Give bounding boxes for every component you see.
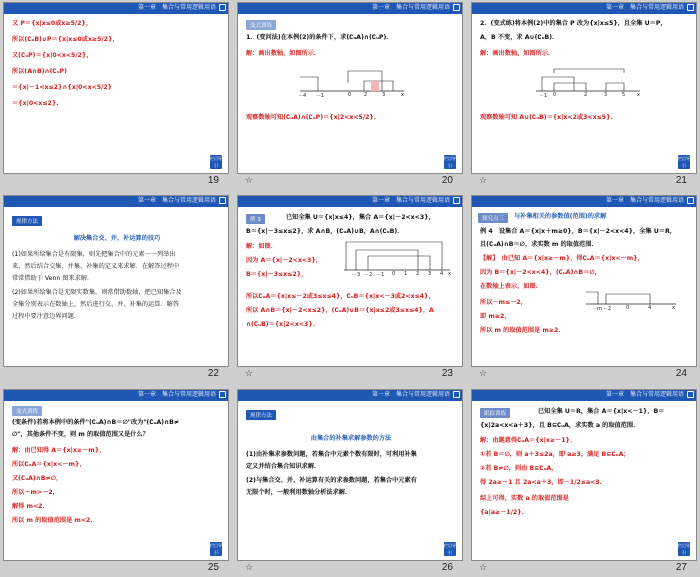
back-button[interactable]: 栏目导引 xyxy=(678,156,690,168)
slide-number: 22 xyxy=(207,368,219,379)
slide-header xyxy=(238,196,463,210)
text-line: 在数轴上表示，如图． xyxy=(480,283,542,290)
text-line: 全集分别表示在数轴上，然后进行交、并、补集的运算．解答 xyxy=(12,301,180,308)
slide-canvas xyxy=(3,195,229,367)
home-icon[interactable] xyxy=(687,4,694,11)
slide-caption xyxy=(471,561,697,576)
text-line: (变条件)若将本例中的条件"(∁ᵤA)∩B＝∅"改为"(∁ᵤA)∩B≠ xyxy=(12,419,180,426)
tick-label: －2 xyxy=(603,306,612,312)
slide-caption xyxy=(3,367,229,382)
header-title: 第一章 集合与常用逻辑用语 xyxy=(371,4,450,11)
text-line: 无限个时，一般利用数轴分析法求解． xyxy=(246,489,352,496)
text-line: 综上可得，实数 a 的取值范围是 xyxy=(480,495,569,502)
header-title: 第一章 集合与常用逻辑用语 xyxy=(371,197,450,204)
tick-label: x xyxy=(401,92,404,98)
text-line: 观察数轴可知(∁ᵤA)∩(∁ᵤP)＝{x|2<x<5/2}． xyxy=(246,114,381,121)
question-line: {x|2a<x<a＋3}，且 B⊆∁ᵤA，求实数 a 的取值范围． xyxy=(480,422,640,429)
slide-header xyxy=(4,390,229,404)
text-line: ∩(∁ᵤB)＝{x|2<x<3}． xyxy=(246,321,319,328)
back-button[interactable]: 栏目导引 xyxy=(444,156,456,168)
slide-25[interactable] xyxy=(3,389,229,576)
back-button[interactable]: 栏目导引 xyxy=(444,543,456,555)
slide-header xyxy=(472,196,697,210)
text-line: 又 P＝{x|x≤0或x≥5/2}， xyxy=(12,20,93,27)
slide-canvas xyxy=(237,195,463,367)
home-icon[interactable] xyxy=(687,391,694,398)
question-line: 例 4 设集合 A＝{x|x＋m≥0}，B＝{x|－2<x<4}，全集 U＝R， xyxy=(480,228,676,235)
slide-canvas xyxy=(237,389,463,561)
home-icon[interactable] xyxy=(453,391,460,398)
header-title: 第一章 集合与常用逻辑用语 xyxy=(137,391,216,398)
tick-label: －1 xyxy=(316,93,325,99)
star-icon[interactable]: ☆ xyxy=(479,563,488,573)
slide-number: 19 xyxy=(207,175,219,186)
tick-label: 0 xyxy=(626,305,630,311)
question-line: B＝{x|－3≤x≤2}，求 A∩B，(∁ᵤA)∪B，A∩(∁ᵤB)． xyxy=(246,228,404,235)
slide-caption xyxy=(471,367,697,382)
slide-24[interactable] xyxy=(471,195,697,382)
header-title: 第一章 集合与常用逻辑用语 xyxy=(137,197,216,204)
text-line: ∅"，其他条件不变，则 m 的取值范围又是什么？ xyxy=(12,431,149,438)
text-line: 所以∁ᵤA＝{x|x≤－2或3≤x≤4}，∁ᵤB＝{x|x<－3或2<x≤4}， xyxy=(246,293,435,300)
text-line: 又(∁ᵤA)∩B≠∅， xyxy=(12,475,63,482)
section-badge: 跟踪训练 xyxy=(480,408,510,418)
slide-number: 24 xyxy=(675,368,687,379)
header-title: 第一章 集合与常用逻辑用语 xyxy=(605,4,684,11)
tick-label: 5 xyxy=(622,92,626,98)
section-badge: 规律方法 xyxy=(12,216,42,226)
number-line xyxy=(584,286,680,314)
slide-19[interactable] xyxy=(3,2,229,189)
tick-label: －4 xyxy=(298,93,307,99)
star-icon[interactable]: ☆ xyxy=(245,369,254,379)
tick-label: 1 xyxy=(404,271,408,277)
back-button[interactable]: 栏目导引 xyxy=(678,543,690,555)
tick-label: 2 xyxy=(584,92,588,98)
section-title: 与补集相关的参数值(范围)的求解 xyxy=(514,213,607,220)
back-button[interactable]: 栏目导引 xyxy=(210,543,222,555)
tick-label: 3 xyxy=(382,92,386,98)
tick-label: 0 xyxy=(392,271,396,277)
star-icon[interactable]: ☆ xyxy=(245,563,254,573)
star-icon[interactable]: ☆ xyxy=(479,369,488,379)
text-line: 解：画出数轴，如图所示． xyxy=(480,50,555,57)
text-line: 因为 A＝{x|－2<x<3}， xyxy=(246,257,322,264)
slide-21[interactable] xyxy=(471,2,697,189)
tick-label: 2 xyxy=(416,271,420,277)
question-line: 已知全集 U＝{x|x≤4}，集合 A＝{x|－2<x<3}， xyxy=(286,214,435,221)
tick-label: －1 xyxy=(539,93,548,99)
home-icon[interactable] xyxy=(219,197,226,204)
slide-number: 26 xyxy=(441,562,453,573)
text-line: ＝{x|0<x≤2}. xyxy=(12,100,59,107)
slide-caption xyxy=(237,367,463,382)
home-icon[interactable] xyxy=(453,4,460,11)
slide-canvas xyxy=(3,389,229,561)
slide-caption xyxy=(3,174,229,189)
text-line: 所以∁ᵤA＝{x|x<－m}， xyxy=(12,461,86,468)
slide-header xyxy=(238,3,463,17)
slide-caption xyxy=(237,561,463,576)
section-badge: 变式训练 xyxy=(12,406,42,416)
back-button[interactable]: 栏目导引 xyxy=(210,156,222,168)
tick-label: 4 xyxy=(440,271,444,277)
text-line: 得 2a≥－1 且 2a<a＋3，即－1/2≤a<3． xyxy=(480,479,606,486)
section-title: 由集合的补集求解参数的方法 xyxy=(310,435,392,442)
tick-label: 2 xyxy=(364,92,368,98)
header-title: 第一章 集合与常用逻辑用语 xyxy=(371,391,450,398)
tick-label: －3 xyxy=(352,272,361,278)
text-line: A，B 不变，求 A∪(∁ᵤB)． xyxy=(480,34,559,41)
section-badge: 探究点三 xyxy=(478,213,508,223)
tick-label: 3 xyxy=(604,92,608,98)
section-badge: 变式训练 xyxy=(246,20,276,30)
slide-caption xyxy=(3,561,229,576)
tick-label: x xyxy=(448,271,451,277)
star-icon[interactable]: ☆ xyxy=(479,176,488,186)
text-line: 来，然后结合交集、并集、补集的定义来求解．在解答过程中 xyxy=(12,263,180,270)
home-icon[interactable] xyxy=(453,197,460,204)
section-badge: 规律方法 xyxy=(246,410,276,420)
slide-header xyxy=(4,196,229,210)
text-line: ②若 B≠∅，则由 B⊆∁ᵤA， xyxy=(480,465,558,472)
star-icon[interactable]: ☆ xyxy=(245,176,254,186)
slide-27[interactable] xyxy=(471,389,697,576)
text-line: 解得 m<2． xyxy=(12,503,49,510)
slide-header xyxy=(472,3,697,17)
header-title: 第一章 集合与常用逻辑用语 xyxy=(605,391,684,398)
text-line: 过程中要注意边界问题． xyxy=(12,313,81,320)
text-line: 所以－m>－2， xyxy=(12,489,59,496)
slide-header xyxy=(4,3,229,17)
slide-caption xyxy=(471,174,697,189)
text-line: 解：由题意得∁ᵤA＝{x|x≥－1}． xyxy=(480,437,577,444)
slide-caption xyxy=(237,174,463,189)
text-line: 所以 m 的取值范围是 m≥2． xyxy=(480,327,565,334)
text-line: 观察数轴可知 A∪(∁ᵤB)＝{x|x<2或3<x≤5}． xyxy=(480,114,617,121)
number-line xyxy=(534,63,644,101)
slide-canvas xyxy=(237,2,463,174)
slide-number: 21 xyxy=(675,175,687,186)
slide-number: 27 xyxy=(675,562,687,573)
tick-label: 3 xyxy=(428,271,432,277)
text-line: 解：如图． xyxy=(246,243,277,250)
slide-23[interactable] xyxy=(237,195,463,382)
number-line xyxy=(298,63,408,101)
text-line: 1．(变问法)在本例(2)的条件下，求(∁ᵤA)∩(∁ᵤP)． xyxy=(246,34,393,41)
text-line: (1)由补集求参数问题，若集合中元素个数有限时，可利用补集 xyxy=(246,451,417,458)
text-line: 所以 A∩B＝{x|－2<x≤2}，(∁ᵤA)∪B＝{x|x≤2或3≤x≤4}，A xyxy=(246,307,434,314)
slide-header xyxy=(238,390,463,404)
text-line: {a|a≥－1/2}． xyxy=(480,509,528,516)
tick-label: －m xyxy=(592,306,602,312)
home-icon[interactable] xyxy=(219,4,226,11)
slide-header xyxy=(472,390,697,404)
header-title: 第一章 集合与常用逻辑用语 xyxy=(605,197,684,204)
slide-number: 20 xyxy=(441,175,453,186)
tick-label: 4 xyxy=(648,305,652,311)
text-line: ＝{x|－1<x≤2}∩{x|0<x<5/2} xyxy=(12,84,113,91)
slide-canvas xyxy=(471,389,697,561)
slide-number: 23 xyxy=(441,368,453,379)
slide-26[interactable] xyxy=(237,389,463,576)
text-line: 又(∁ᵤP)＝{x|0<x<5/2}， xyxy=(12,52,93,59)
number-line xyxy=(342,236,454,280)
tick-label: x xyxy=(637,92,640,98)
slide-22[interactable] xyxy=(3,195,229,382)
home-icon[interactable] xyxy=(219,391,226,398)
question-line: 且(∁ᵤA)∩B＝∅，求实数 m 的取值范围． xyxy=(480,241,598,248)
text-line: 2．(变式练)将本例(2)中的集合 P 改为{x|x≤5}，且全集 U＝P， xyxy=(480,20,667,27)
tick-label: －2 xyxy=(364,272,373,278)
header-title: 第一章 集合与常用逻辑用语 xyxy=(137,4,216,11)
text-line: 即 m≥2， xyxy=(480,313,511,320)
text-line: 所以－m≤－2， xyxy=(480,299,527,306)
text-line: B＝{x|－3≤x≤2}， xyxy=(246,271,308,278)
slide-number: 25 xyxy=(207,562,219,573)
text-line: (1)如果所给集合是有限集，则先把集合中的元素一一列举出 xyxy=(12,251,176,258)
text-line: 解：由已知得 A＝{x|x≥－m}， xyxy=(12,447,106,454)
slide-20[interactable] xyxy=(237,2,463,189)
text-line: 所以(∁ᵤB)∪P＝{x|x≤0或x≥5/2}， xyxy=(12,36,119,43)
text-line: 定义并结合集合知识求解． xyxy=(246,463,321,470)
text-line: 常常借助于 Venn 图来求解． xyxy=(12,275,94,282)
slide-canvas xyxy=(471,195,697,367)
text-line: 解：画出数轴，如图所示． xyxy=(246,50,321,57)
tick-label: 0 xyxy=(553,92,557,98)
question-line: 已知全集 U＝R，集合 A＝{x|x<－1}，B＝ xyxy=(538,408,665,415)
tick-label: －1 xyxy=(376,272,385,278)
example-badge: 例 3 xyxy=(246,214,265,224)
text-line: (2)与集合交、并、补运算有关的求参数问题，若集合中元素有 xyxy=(246,477,417,484)
slide-canvas xyxy=(3,2,229,174)
tick-label: 0 xyxy=(348,92,352,98)
text-line: 因为 B＝{x|－2<x<4}，(∁ᵤA)∩B＝∅， xyxy=(480,269,601,276)
text-line: 所以(A∩B)∩(∁ᵤP) xyxy=(12,68,67,75)
home-icon[interactable] xyxy=(687,197,694,204)
slide-canvas xyxy=(471,2,697,174)
text-line: 所以 m 的取值范围是 m<2． xyxy=(12,517,97,524)
section-title: 解决集合交、并、补运算的技巧 xyxy=(73,235,161,242)
tick-label: x xyxy=(672,305,675,311)
text-line: ①若 B＝∅，则 a＋3≤2a，即 a≥3，满足 B⊆∁ᵤA； xyxy=(480,451,630,458)
text-line: (2)如果所给集合是无限实数集，则常借助数轴，把已知集合及 xyxy=(12,289,182,296)
text-line: 【解】 由已知 A＝{x|x≥－m}，得∁ᵤA＝{x|x<－m}， xyxy=(480,255,644,262)
